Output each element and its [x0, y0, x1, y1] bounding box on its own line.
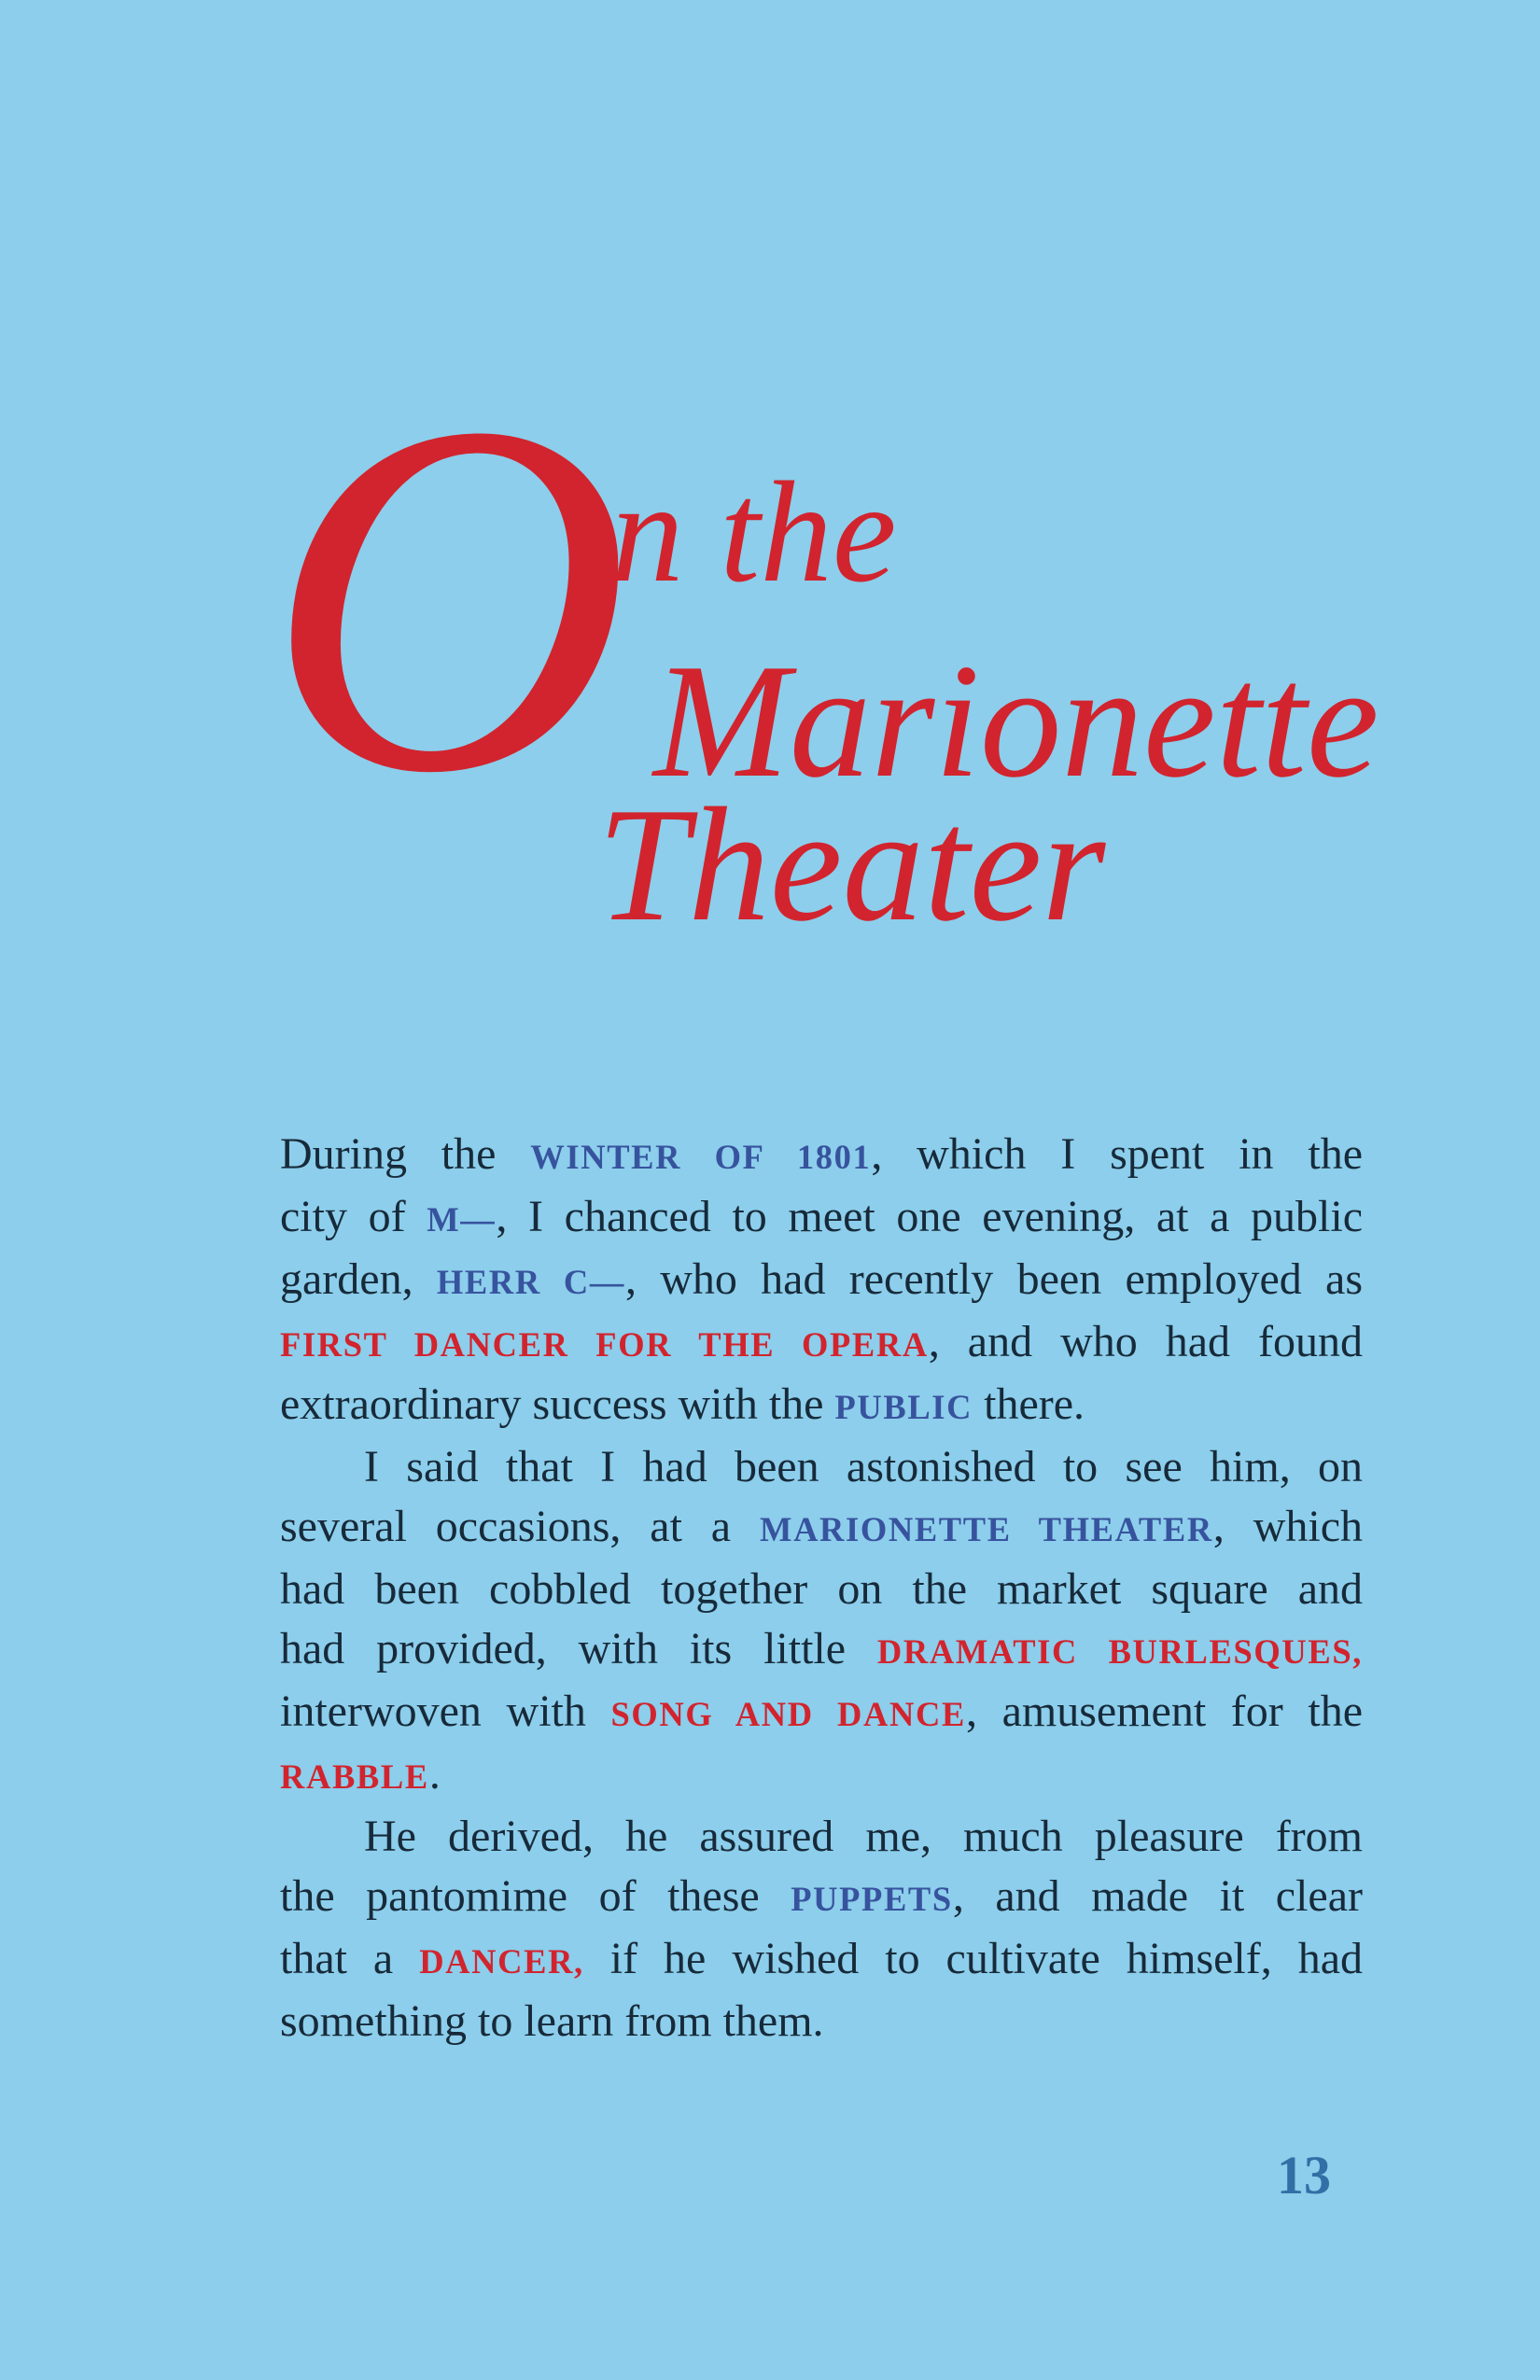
- smallcaps-red-run: SONG AND DANCE: [610, 1695, 966, 1733]
- smallcaps-blue-run: M—: [427, 1200, 497, 1239]
- text-run: , I chanced to meet one evening, at a public: [496, 1192, 1363, 1241]
- smallcaps-red-run: RABBLE: [280, 1757, 429, 1796]
- text-run: several occasions, at a: [280, 1502, 760, 1551]
- text-run: , who had recently been employed as: [624, 1254, 1364, 1304]
- text-line: [280, 1619, 1363, 1682]
- text-run: had provided, with its little: [280, 1624, 877, 1673]
- text-line: [280, 1744, 1363, 1807]
- text-run: , which: [1212, 1502, 1363, 1551]
- text-line: [280, 1497, 1363, 1560]
- text-run: I said that I had been astonished to see him, on: [364, 1442, 1363, 1491]
- smallcaps-blue-run: MARIONETTE THEATER: [760, 1510, 1213, 1548]
- text-line: [280, 1375, 1363, 1437]
- text-run: interwoven with: [280, 1687, 611, 1736]
- smallcaps-blue-run: PUPPETS: [791, 1880, 953, 1918]
- smallcaps-blue-run: HERR C—: [436, 1263, 625, 1301]
- smallcaps-blue-run: PUBLIC: [834, 1388, 973, 1426]
- smallcaps-red-run: FIRST DANCER FOR THE OPERA: [280, 1325, 929, 1364]
- text-run: had been cobbled together on the market square and: [280, 1564, 1363, 1614]
- text-run: if he wished to cultivate himself, had: [583, 1934, 1364, 1983]
- text-run: , amusement for the: [965, 1687, 1363, 1736]
- text-line: [280, 1437, 1363, 1497]
- page-number: 13: [1277, 2145, 1331, 2205]
- text-run: , and who had found: [928, 1317, 1363, 1366]
- body-text: [280, 1125, 1363, 2051]
- text-line: [280, 1807, 1363, 1867]
- text-run: During the: [280, 1129, 531, 1179]
- text-line: [280, 1560, 1363, 1619]
- title-line-on-the: n the: [611, 452, 897, 612]
- title-line-theater: Theater: [597, 774, 1106, 955]
- text-line: [280, 1187, 1363, 1250]
- text-run: city of: [280, 1192, 427, 1241]
- text-line: [280, 1992, 1363, 2051]
- smallcaps-red-run: DANCER,: [419, 1942, 584, 1981]
- text-line: [280, 1312, 1363, 1375]
- text-run: .: [428, 1749, 441, 1799]
- text-line: [280, 1929, 1363, 1992]
- text-run: He derived, he assured me, much pleasure from: [364, 1812, 1363, 1861]
- text-run: there.: [973, 1379, 1085, 1429]
- text-line: [280, 1682, 1363, 1744]
- chapter-title: [0, 0, 1540, 1027]
- text-run: , and made it clear: [952, 1871, 1364, 1921]
- text-line: [280, 1125, 1363, 1187]
- title-drop-cap: O: [266, 318, 630, 876]
- text-line: [280, 1867, 1363, 1929]
- text-line: [280, 1250, 1363, 1312]
- smallcaps-red-run: DRAMATIC BURLESQUES,: [876, 1632, 1364, 1671]
- title-line-marionette: Marionette: [653, 630, 1379, 811]
- text-run: the pantomime of these: [280, 1871, 791, 1921]
- text-run: extraordinary success with the: [280, 1379, 835, 1429]
- smallcaps-blue-run: WINTER OF 1801: [530, 1138, 872, 1176]
- text-run: , which I spent in the: [871, 1129, 1363, 1179]
- text-run: something to learn from them.: [280, 1996, 824, 2046]
- text-run: garden,: [280, 1254, 437, 1304]
- text-run: that a: [280, 1934, 420, 1983]
